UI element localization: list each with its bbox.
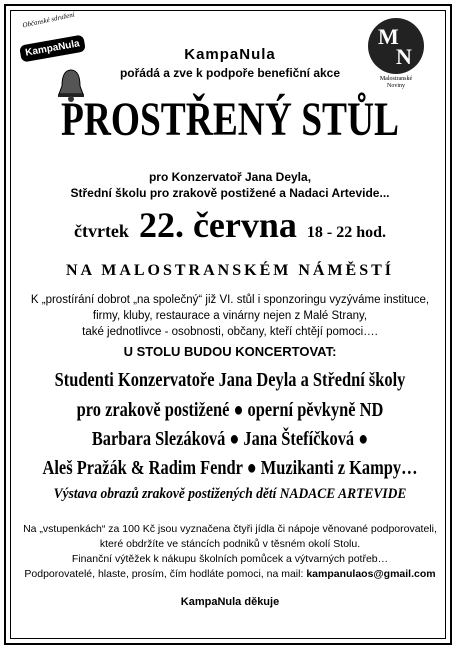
performers-line-4: Aleš Pražák & Radim Fendr ● Muzikanti z Kampy… (42, 457, 418, 479)
event-place: NA MALOSTRANSKÉM NÁMĚSTÍ (65, 262, 395, 279)
performers-line-2: pro zrakově postižené ● operní pěvkyně ND (76, 399, 384, 421)
concert-heading: U STOLU BUDOU KONCERTOVAT: (123, 344, 337, 359)
beneficiaries-line-2: Střední školu pro zrakově postižené a Nadaci Artevide... (70, 186, 390, 200)
logo-name: KampaNula (19, 34, 86, 62)
beneficiaries-line-1: pro Konzervatoř Jana Deyla, (148, 170, 312, 184)
intro-text: K „prostírání dobrot „na společný“ již VI. stůl i sponzoringu vyzýváme instituce, firmy, kluby, restaurace a vinárny nejen z Malé Strany, také jednotlivce - osobnosti, občany, kteří chtějí pomoci…. (30, 294, 430, 338)
event-title: PROSTŘENÝ STŮL (60, 93, 400, 146)
event-time: 18 - 22 hod. (306, 224, 387, 241)
contact-email[interactable]: kampanulaos@gmail.com (306, 568, 436, 580)
logo-caption: Malostranské Noviny (379, 76, 413, 89)
exhibition-note: Výstava obrazů zrakově postižených dětí NADACE ARTEVIDE (53, 486, 407, 502)
logo-tagline: Občanské sdružení (21, 10, 76, 30)
event-date-value: 22. června (138, 205, 297, 245)
thanks-line: KampaNula děkuje (180, 596, 280, 608)
event-date (0, 204, 460, 246)
organizer-name: KampaNula (184, 46, 276, 63)
performers-line-3: Barbara Slezáková ● Jana Štefíčková ● (91, 428, 369, 450)
performers-line-1: Studenti Konzervatoře Jana Deyla a Střední školy (54, 369, 406, 391)
ticket-info: Na „vstupenkách“ za 100 Kč jsou vyznačena čtyři jídla či nápoje věnované podporovateli, které obdržíte ve stáncích podniků v těsném okolí Stolu. Finanční výtěžek k nákupu školních pomůcek a výtvarných potřeb… Podporovatelé, hlaste, prosím, čím hodláte pomoci, na mail: kampanulaos@gmail.com (23, 523, 437, 580)
subtitle: pořádá a zve k podpoře benefiční akce (119, 66, 341, 80)
mn-emblem: M N (368, 18, 424, 74)
event-day: čtvrtek (73, 221, 129, 241)
